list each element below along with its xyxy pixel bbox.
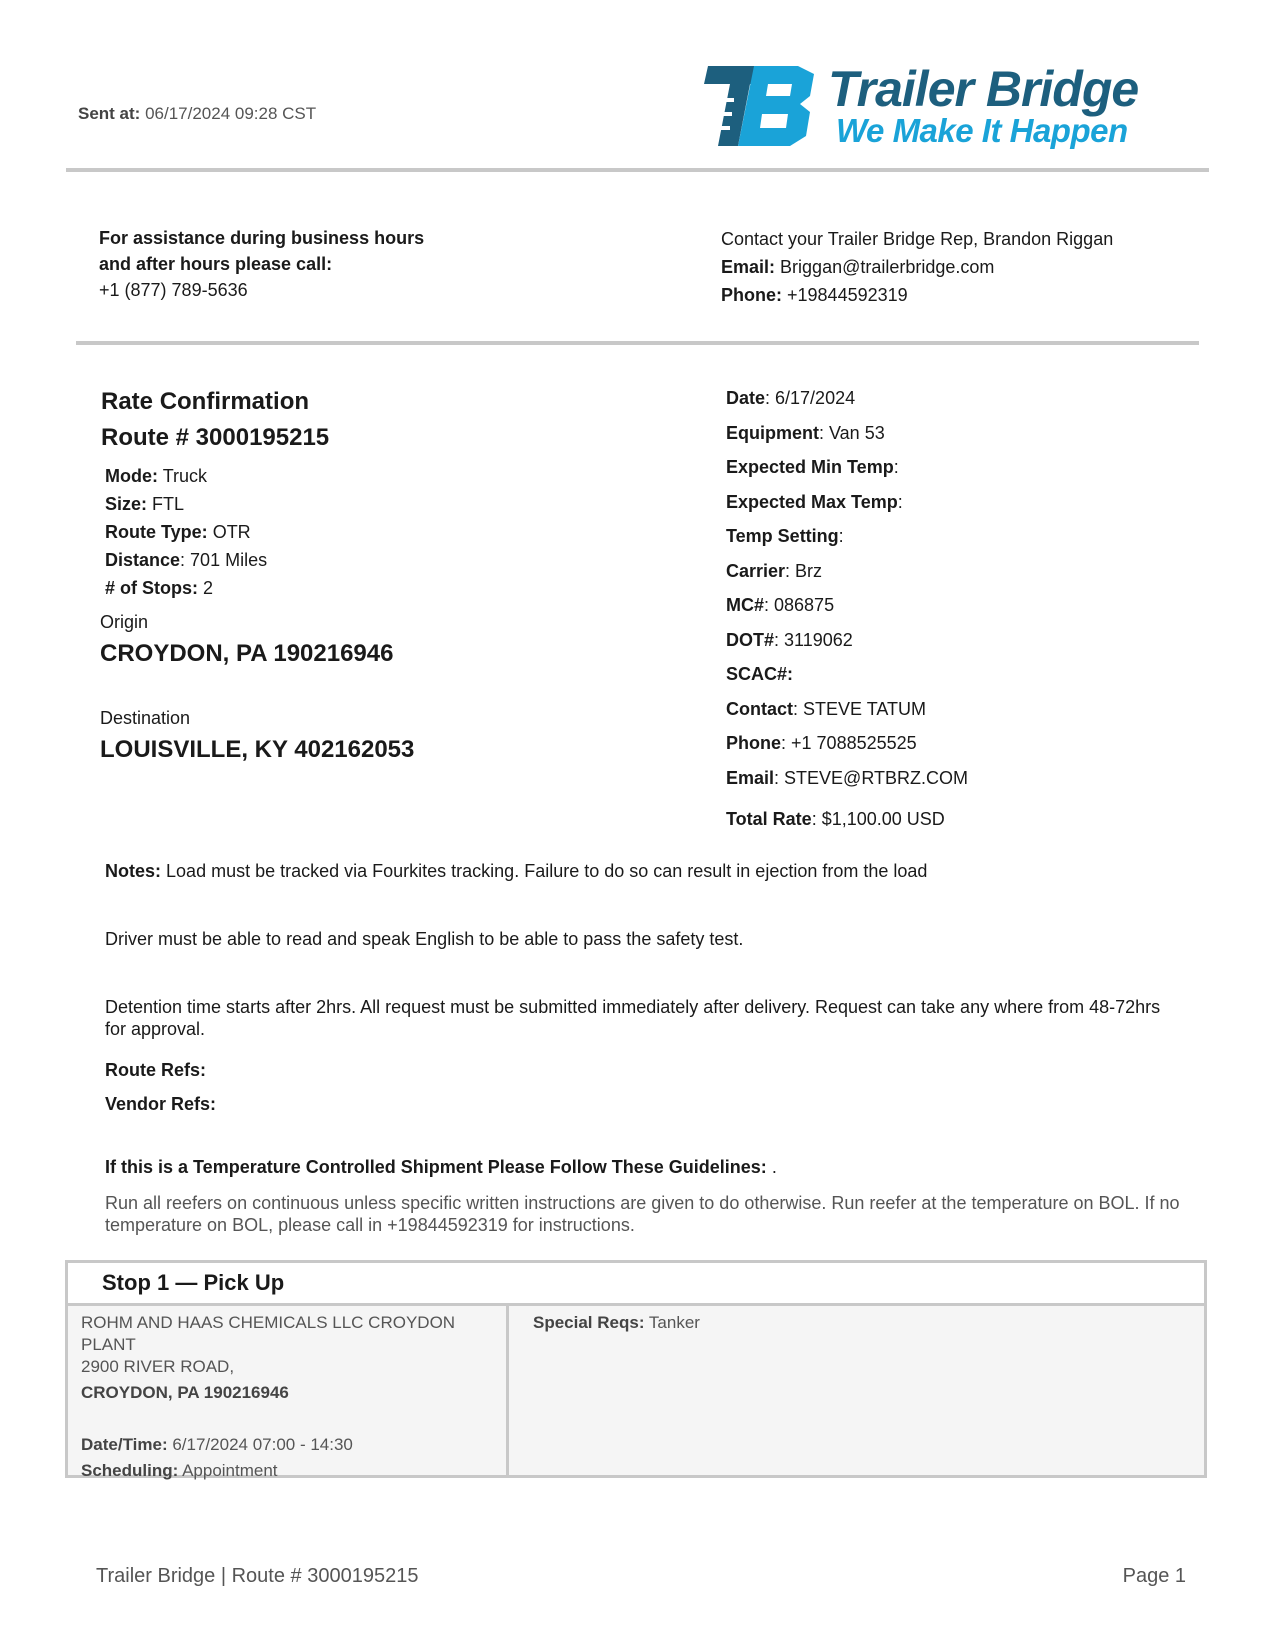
notes-line-1 <box>105 860 1175 882</box>
logo-tagline: We Make It Happen <box>836 112 1128 149</box>
carrier-email-label: Email <box>726 767 775 788</box>
stop-1-city: CROYDON, PA 190216946 <box>81 1383 289 1402</box>
sent-at-value: 06/17/2024 09:28 CST <box>145 104 317 123</box>
contact-value: : STEVE TATUM <box>793 698 927 719</box>
route-type-value: OTR <box>212 522 251 542</box>
rep-email: Briggan@trailerbridge.com <box>780 257 995 277</box>
stops-row <box>105 574 267 602</box>
stop-1-datetime-label: Date/Time: <box>81 1435 168 1454</box>
distance-value: : 701 Miles <box>180 550 268 570</box>
equipment-row <box>726 416 968 451</box>
temperature-heading-suffix: . <box>766 1157 777 1177</box>
rep-email-row <box>721 253 1181 281</box>
size-label: Size: <box>105 494 148 514</box>
tb-monogram-logo-icon <box>702 62 816 150</box>
mode-value: Truck <box>162 466 208 486</box>
size-value: FTL <box>152 494 185 514</box>
scac-label: SCAC#: <box>726 664 794 684</box>
date-label: Date <box>726 388 766 408</box>
stop-1-special-reqs <box>533 1313 700 1333</box>
contact-label: Contact <box>726 698 793 719</box>
size-row <box>105 490 267 518</box>
min-temp-label: Expected Min Temp <box>726 457 894 477</box>
origin-label: Origin <box>100 612 149 632</box>
carrier-value: : Brz <box>785 560 823 581</box>
carrier-phone-label: Phone <box>726 733 782 753</box>
max-temp-label: Expected Max Temp <box>726 491 898 512</box>
route-type-row <box>105 518 267 546</box>
document-title: Rate Confirmation <box>101 388 310 415</box>
special-reqs-value: Tanker <box>648 1313 700 1332</box>
notes-line-2: Driver must be able to read and speak English to be able to pass the safety test. <box>105 929 744 949</box>
references-block <box>105 1053 216 1121</box>
dot-row <box>726 623 968 658</box>
sent-at-label: Sent at: <box>78 104 141 123</box>
stop-1-title: Stop 1 — Pick Up <box>68 1263 1204 1306</box>
page-number: Page 1 <box>1122 1565 1186 1587</box>
scac-row <box>726 657 968 692</box>
vendor-refs-label: Vendor Refs: <box>105 1094 217 1114</box>
temperature-guidelines-text: Run all reefers on continuous unless specific written instructions are given to do otherwise. Run reefer at the temperature on BOL. If no temperature on BOL, please call in +19844592319 for instructions. <box>105 1193 1180 1235</box>
section-divider <box>76 341 1199 345</box>
carrier-phone-row <box>726 726 968 761</box>
contact-row <box>726 692 968 727</box>
assist-line-1: For assistance during business hours <box>99 228 425 248</box>
mode-label: Mode: <box>105 466 158 486</box>
dot-label: DOT# <box>726 629 775 650</box>
mc-label: MC# <box>726 595 765 615</box>
stop-1-scheduling-label: Scheduling: <box>81 1461 179 1480</box>
stop-1-scheduling: Appointment <box>182 1461 278 1480</box>
stop-1-datetime: 6/17/2024 07:00 - 14:30 <box>172 1435 353 1454</box>
stop-1-location <box>68 1306 509 1480</box>
stops-label: # of Stops: <box>105 578 198 598</box>
trailer-bridge-logo <box>702 58 1202 154</box>
stop-1-schedule <box>81 1432 493 1484</box>
min-temp-value: : <box>893 457 899 477</box>
logo-name: Trailer Bridge <box>828 61 1139 117</box>
special-reqs-label: Special Reqs: <box>533 1313 645 1332</box>
total-rate-value: : $1,100.00 USD <box>811 809 945 829</box>
date-value: : 6/17/2024 <box>765 388 856 408</box>
total-rate-label: Total Rate <box>726 809 812 829</box>
assist-line-2: and after hours please call: <box>99 254 333 274</box>
temperature-guidelines-heading <box>105 1157 777 1178</box>
carrier-email-value: : STEVE@RTBRZ.COM <box>774 767 968 788</box>
carrier-email-row <box>726 761 968 796</box>
min-temp-row <box>726 450 968 485</box>
date-row <box>726 381 968 416</box>
total-rate-row <box>726 809 945 830</box>
notes-block <box>105 860 1175 1040</box>
destination-label: Destination <box>100 708 191 728</box>
stop-1-datetime-row <box>81 1432 493 1458</box>
header-divider <box>66 168 1209 172</box>
assist-phone: +1 (877) 789-5636 <box>99 280 248 300</box>
route-summary <box>105 462 267 602</box>
rep-contact-block <box>721 225 1181 309</box>
route-refs-label: Route Refs: <box>105 1060 207 1080</box>
temp-setting-value: : <box>838 526 844 546</box>
origin-value: CROYDON, PA 190216946 <box>100 640 394 667</box>
route-number: Route # 3000195215 <box>101 424 330 451</box>
notes-label: Notes: <box>105 861 162 881</box>
carrier-details <box>726 381 968 795</box>
assistance-block <box>99 225 539 303</box>
equipment-value: : Van 53 <box>819 422 885 443</box>
notes-line-3: Detention time starts after 2hrs. All request must be submitted immediately after delivery. Request can take any where from 48-72hrs for approval. <box>105 997 1161 1039</box>
notes-text-1: Load must be tracked via Fourkites tracking. Failure to do so can result in ejection from the load <box>166 861 928 881</box>
carrier-phone-value: : +1 7088525525 <box>781 733 917 753</box>
dot-value: : 3119062 <box>774 629 853 650</box>
rep-phone: +19844592319 <box>787 285 908 305</box>
temp-setting-label: Temp Setting <box>726 526 839 546</box>
mc-value: : 086875 <box>764 595 835 615</box>
distance-row <box>105 546 267 574</box>
temperature-heading-text: If this is a Temperature Controlled Shipment Please Follow These Guidelines: <box>105 1157 767 1177</box>
stops-value: 2 <box>203 578 214 598</box>
rep-phone-row <box>721 281 1181 309</box>
stop-1-company: ROHM AND HAAS CHEMICALS LLC CROYDON PLANT <box>81 1313 456 1354</box>
rep-intro: Contact your Trailer Bridge Rep, Brandon Riggan <box>721 229 1114 249</box>
carrier-label: Carrier <box>726 560 786 581</box>
stop-1-address: 2900 RIVER ROAD, <box>81 1357 235 1376</box>
footer-route: Trailer Bridge | Route # 3000195215 <box>96 1565 419 1587</box>
carrier-row <box>726 554 968 589</box>
stop-1-scheduling-row <box>81 1458 493 1484</box>
mc-row <box>726 588 968 623</box>
sent-at <box>78 104 316 124</box>
rep-phone-label: Phone: <box>721 285 782 305</box>
stop-1-body <box>68 1306 1204 1480</box>
route-type-label: Route Type: <box>105 522 208 542</box>
temp-setting-row <box>726 519 968 554</box>
stop-1-card <box>65 1260 1207 1478</box>
equipment-label: Equipment <box>726 422 819 443</box>
destination-value: LOUISVILLE, KY 402162053 <box>100 736 415 763</box>
max-temp-row <box>726 485 968 520</box>
max-temp-value: : <box>897 491 903 512</box>
distance-label: Distance <box>105 550 181 570</box>
rep-email-label: Email: <box>721 257 776 277</box>
mode-row <box>105 462 267 490</box>
